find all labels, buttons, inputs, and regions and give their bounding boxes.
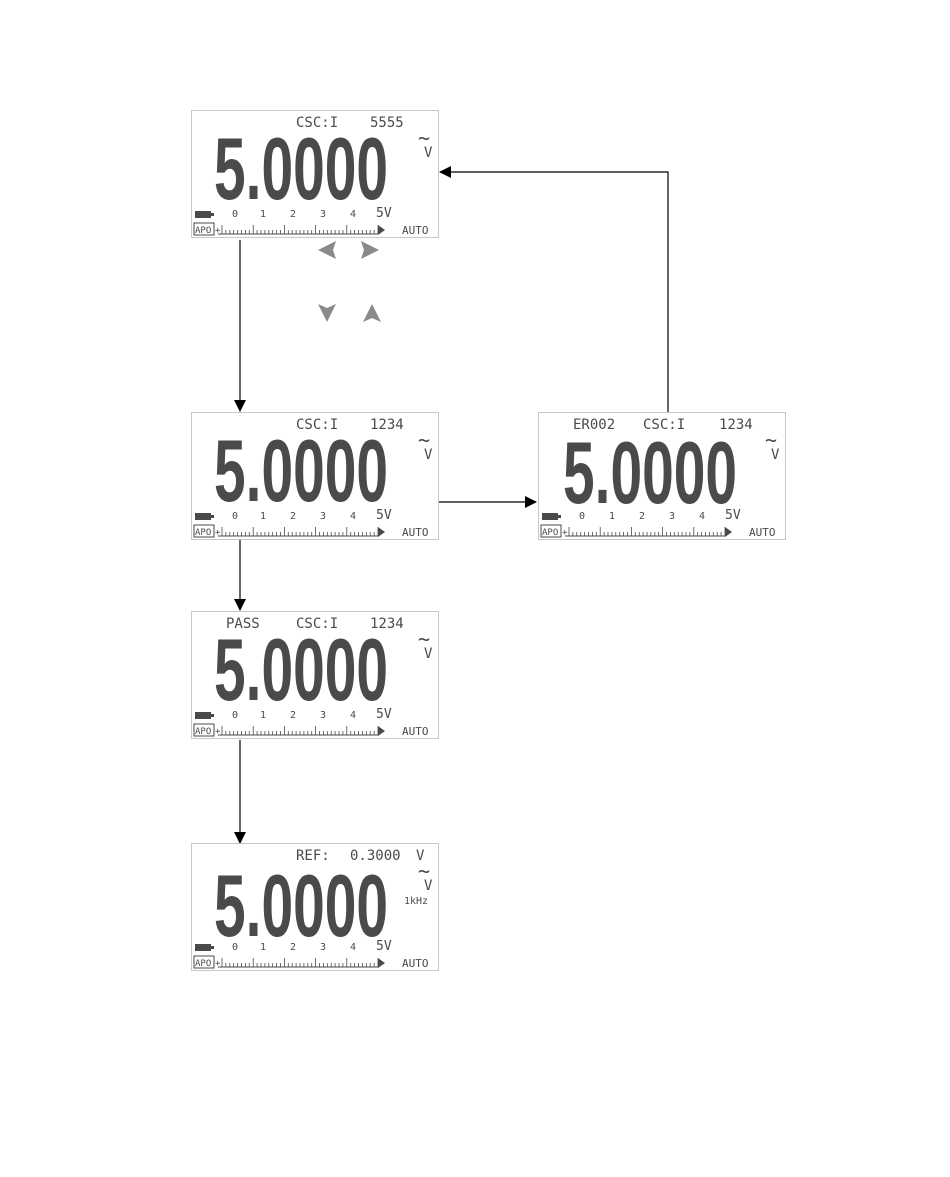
- tick-label: 3: [320, 942, 327, 953]
- battery-icon: [195, 944, 211, 951]
- bargraph-end-icon: [378, 958, 385, 968]
- counter-text: 1234: [370, 616, 404, 632]
- unit-text: V: [424, 878, 433, 894]
- apo-text: APO: [542, 528, 559, 538]
- range-text: AUTO: [402, 224, 429, 237]
- status-text: ER002: [573, 417, 616, 433]
- unit-text: V: [424, 145, 433, 161]
- bargraph-end-icon: [378, 225, 385, 235]
- counter-text: 1234: [719, 417, 753, 433]
- plus-sign: +: [215, 528, 221, 538]
- unit-text: V: [424, 646, 433, 662]
- plus-sign: +: [562, 528, 568, 538]
- tick-label: 1: [260, 710, 267, 721]
- battery-icon: [542, 513, 558, 520]
- battery-icon: [195, 513, 211, 520]
- lcd-screen-3: [538, 412, 786, 540]
- apo-text: APO: [195, 226, 212, 236]
- mode-text: REF:: [296, 848, 330, 864]
- counter-text: 1234: [370, 417, 404, 433]
- tick-label: 1: [260, 209, 267, 220]
- tick-label: 0: [232, 942, 239, 953]
- ac-symbol: ~: [418, 428, 431, 452]
- main-reading: 5.0000: [563, 423, 737, 522]
- apo-text: APO: [195, 959, 212, 969]
- mode-text: CSC:I: [296, 115, 339, 131]
- main-reading: 5.0000: [214, 620, 388, 719]
- counter-text: 5555: [370, 115, 404, 131]
- tick-label: 3: [669, 511, 676, 522]
- main-reading: 5.0000: [214, 856, 388, 955]
- range-text: AUTO: [402, 526, 429, 539]
- counter-unit: V: [416, 848, 425, 864]
- lcd-screen-2: [191, 412, 439, 540]
- ac-symbol: ~: [418, 627, 431, 651]
- tick-label: 0: [579, 511, 586, 522]
- unit-text: V: [771, 447, 780, 463]
- apo-text: APO: [195, 727, 212, 737]
- tick-label: 2: [290, 710, 297, 721]
- main-reading: 5.0000: [214, 119, 388, 218]
- mode-text: CSC:I: [296, 417, 339, 433]
- tick-label: 3: [320, 209, 327, 220]
- tick-label: 0: [232, 710, 239, 721]
- unit-text: V: [424, 447, 433, 463]
- status-text: PASS: [226, 616, 260, 632]
- frequency-text: 1kHz: [404, 896, 429, 907]
- ac-symbol: ~: [765, 428, 778, 452]
- tick-label: 4: [350, 710, 357, 721]
- tick-label: 5V: [376, 206, 392, 221]
- up-arrow-icon: [363, 304, 381, 322]
- range-text: AUTO: [402, 725, 429, 738]
- ac-symbol: ~: [418, 126, 431, 150]
- mode-text: CSC:I: [296, 616, 339, 632]
- tick-label: 4: [350, 209, 357, 220]
- tick-label: 4: [350, 511, 357, 522]
- tick-label: 5V: [725, 508, 741, 523]
- battery-icon: [195, 211, 211, 218]
- arrow-screen3-to-screen1: [440, 172, 668, 412]
- bargraph: [215, 726, 378, 737]
- tick-label: 2: [290, 209, 297, 220]
- tick-label: 5V: [376, 939, 392, 954]
- tick-label: 5V: [376, 508, 392, 523]
- lcd-screen-5: [191, 843, 439, 971]
- plus-sign: +: [215, 226, 221, 236]
- tick-label: 3: [320, 511, 327, 522]
- tick-label: 0: [232, 511, 239, 522]
- tick-label: 1: [260, 511, 267, 522]
- bargraph: [215, 527, 378, 538]
- counter-text: 0.3000: [350, 848, 401, 864]
- down-arrow-icon: [318, 304, 336, 322]
- tick-label: 3: [320, 710, 327, 721]
- lcd-screen-4: [191, 611, 439, 739]
- range-text: AUTO: [749, 526, 776, 539]
- tick-label: 2: [290, 511, 297, 522]
- bargraph: [215, 958, 378, 969]
- tick-label: 2: [290, 942, 297, 953]
- bargraph-end-icon: [725, 527, 732, 537]
- bargraph-end-icon: [378, 527, 385, 537]
- left-arrow-icon: [318, 241, 336, 259]
- tick-label: 4: [699, 511, 706, 522]
- bargraph: [215, 225, 378, 236]
- range-text: AUTO: [402, 957, 429, 970]
- tick-label: 5V: [376, 707, 392, 722]
- tick-label: 2: [639, 511, 646, 522]
- main-reading: 5.0000: [214, 421, 388, 520]
- plus-sign: +: [215, 727, 221, 737]
- right-arrow-icon: [361, 241, 379, 259]
- bargraph: [562, 527, 725, 538]
- mode-text: CSC:I: [643, 417, 686, 433]
- ac-symbol: ~: [418, 859, 431, 883]
- battery-icon: [195, 712, 211, 719]
- plus-sign: +: [215, 959, 221, 969]
- tick-label: 4: [350, 942, 357, 953]
- tick-label: 1: [260, 942, 267, 953]
- bargraph-end-icon: [378, 726, 385, 736]
- apo-text: APO: [195, 528, 212, 538]
- tick-label: 0: [232, 209, 239, 220]
- lcd-screen-1: [191, 110, 439, 238]
- tick-label: 1: [609, 511, 616, 522]
